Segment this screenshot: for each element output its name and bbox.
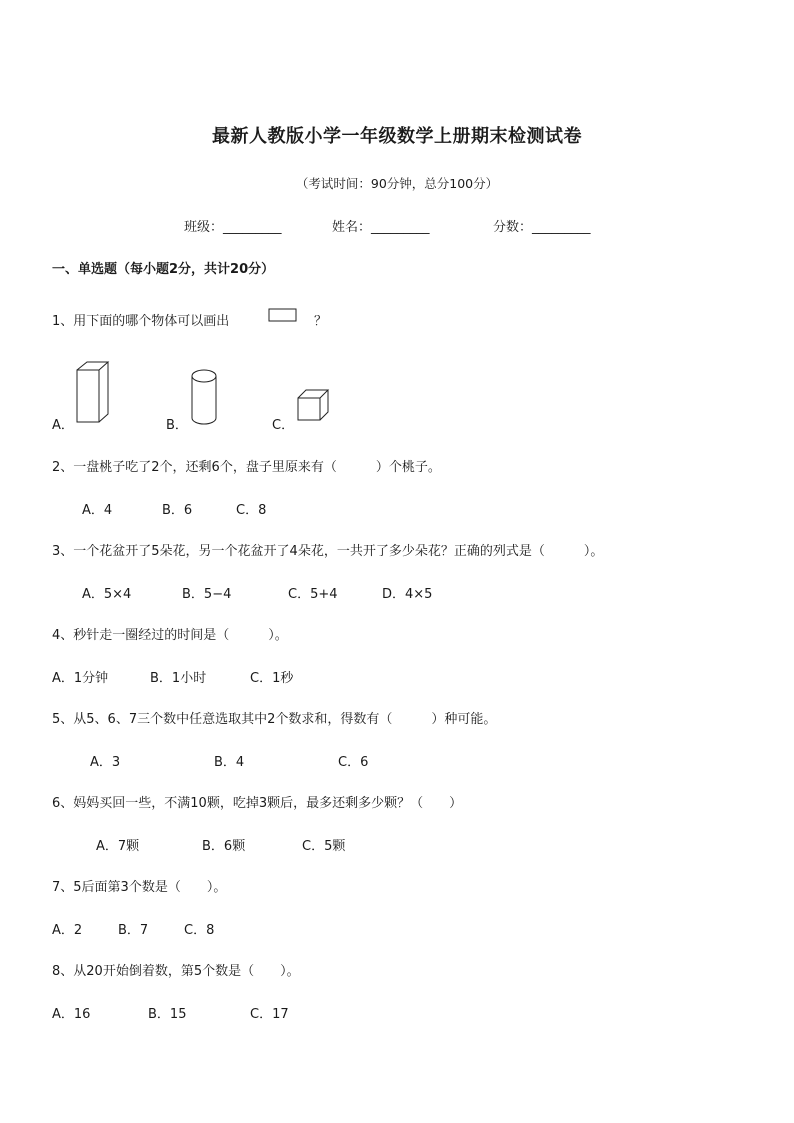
option-2c[interactable]: C．8 <box>236 503 267 518</box>
question-2: 2、一盘桃子吃了2个，还剩6个，盘子里原来有（ ）个桃子。 <box>52 460 441 475</box>
option-6b[interactable]: B．6颗 <box>202 839 246 854</box>
option-4c[interactable]: C．1秒 <box>250 671 294 686</box>
question-7: 7、5后面第3个数是（ ）。 <box>52 880 227 895</box>
question-8: 8、从20开始倒着数，第5个数是（ ）。 <box>52 964 300 979</box>
option-1b[interactable]: B． <box>166 418 188 433</box>
option-1c[interactable]: C． <box>272 418 295 433</box>
option-7c[interactable]: C．8 <box>184 923 215 938</box>
option-5a[interactable]: A．3 <box>90 755 121 770</box>
option-8a[interactable]: A．16 <box>52 1007 91 1022</box>
option-7a[interactable]: A．2 <box>52 923 83 938</box>
option-6c[interactable]: C．5颗 <box>302 839 346 854</box>
section-heading: 一、单选题（每小题2分，共计20分） <box>52 262 275 277</box>
option-1a[interactable]: A． <box>52 418 74 433</box>
cylinder-icon <box>190 368 222 426</box>
option-3b[interactable]: B．5−4 <box>182 587 232 602</box>
question-3: 3、一个花盆开了5朵花，另一个花盆开了4朵花，一共开了多少朵花？正确的列式是（ ）。 <box>52 544 604 559</box>
option-4b[interactable]: B．1小时 <box>150 671 207 686</box>
option-3d[interactable]: D．4×5 <box>382 587 433 602</box>
class-field: 班级：_________ <box>184 220 282 235</box>
score-field: 分数：_________ <box>493 220 591 235</box>
page-title: 最新人教版小学一年级数学上册期末检测试卷 <box>212 126 582 147</box>
option-6a[interactable]: A．7颗 <box>96 839 140 854</box>
option-7b[interactable]: B．7 <box>118 923 149 938</box>
option-5c[interactable]: C．6 <box>338 755 369 770</box>
question-1-text: 1、用下面的哪个物体可以画出 <box>52 314 230 329</box>
option-3c[interactable]: C．5+4 <box>288 587 338 602</box>
option-4a[interactable]: A．1分钟 <box>52 671 109 686</box>
question-4: 4、秒针走一圈经过的时间是（ ）。 <box>52 628 288 643</box>
cube-icon <box>296 388 332 424</box>
option-5b[interactable]: B．4 <box>214 755 245 770</box>
option-2b[interactable]: B．6 <box>162 503 193 518</box>
question-5: 5、从5、6、7三个数中任意选取其中2个数求和，得数有（ ）种可能。 <box>52 712 497 727</box>
question-1 <box>52 310 229 329</box>
cuboid-icon <box>74 360 114 426</box>
option-3a[interactable]: A．5×4 <box>82 587 132 602</box>
rectangle-figure <box>268 308 298 324</box>
name-field: 姓名：_________ <box>332 220 430 235</box>
question-1-suffix: ？ <box>314 314 328 329</box>
option-8c[interactable]: C．17 <box>250 1007 289 1022</box>
option-8b[interactable]: B．15 <box>148 1007 187 1022</box>
question-6: 6、妈妈买回一些，不满10颗，吃掉3颗后，最多还剩多少颗？（ ） <box>52 796 463 811</box>
option-2a[interactable]: A．4 <box>82 503 113 518</box>
exam-subtitle: （考试时间：90分钟，总分100分） <box>295 176 499 191</box>
